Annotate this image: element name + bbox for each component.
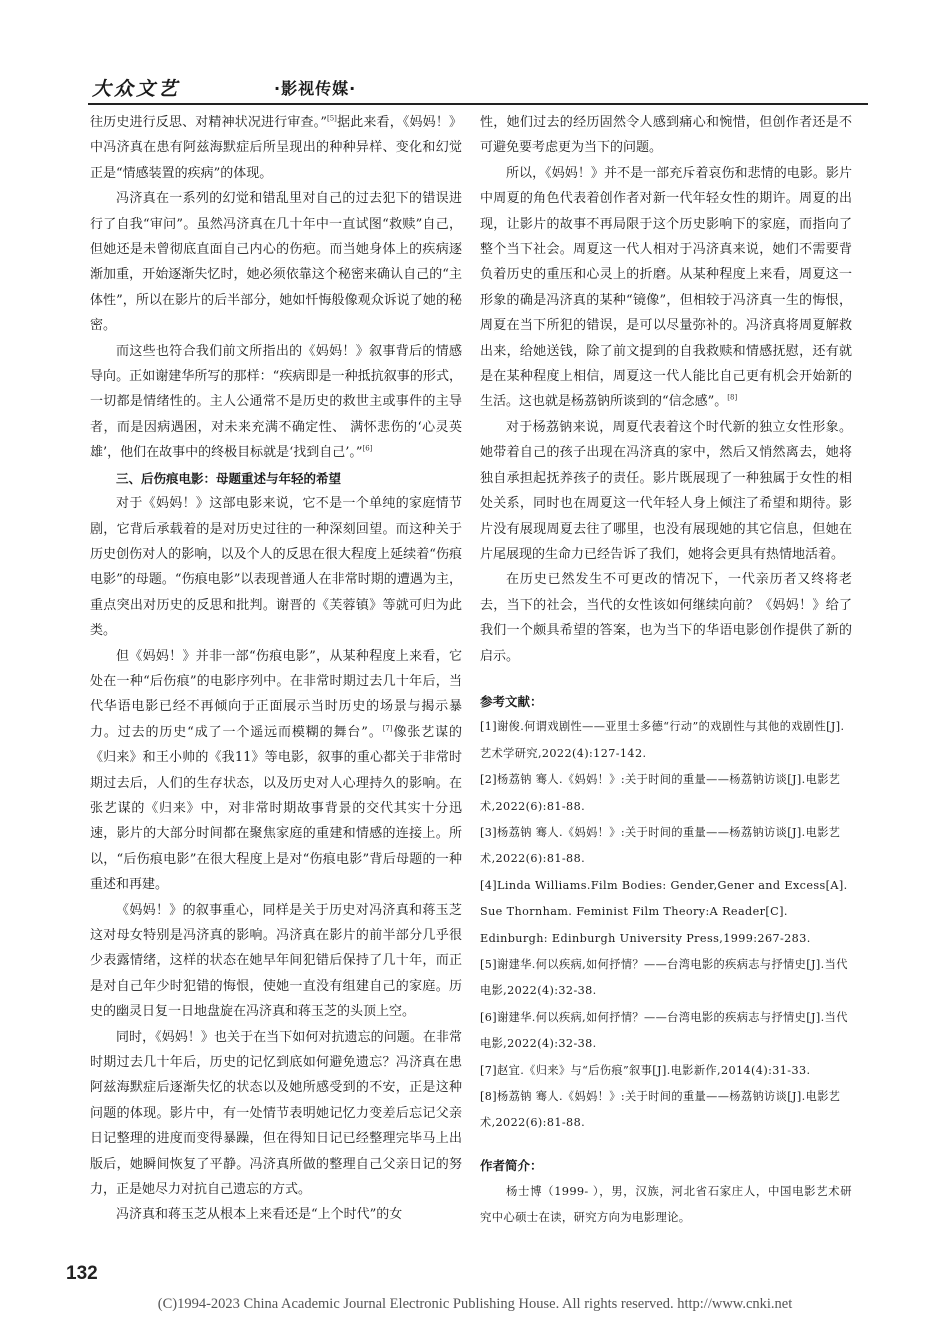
- text-run: 据此来看，《妈妈！》中冯济真在患有阿兹海默症后所呈现出的种种异样、变化和幻觉正是“情感装置的疾病”的体现。: [90, 115, 462, 181]
- reference-item: [6]谢建华.何以疾病,如何抒情？——台湾电影的疾病志与抒情史[J].当代电影,2022(4):32-38.: [480, 1010, 848, 1051]
- paragraph: 对于《妈妈！》这部电影来说，它不是一个单纯的家庭情节剧，它背后承载着的是对历史过往的一种深刻回望。而这种关于历史创伤对人的影响，以及个人的反思在很大程度上延续着“伤痕电影”的母题。“伤痕电影”以表现普通人在非常时期的遭遇为主，重点突出对历史的反思和批判。谢晋的《芙蓉镇》等就可归为此类。: [90, 496, 462, 639]
- running-header: [88, 74, 868, 104]
- section-heading: 三、后伤痕电影：母题重述与年轻的希望: [116, 470, 342, 486]
- paragraph: 冯济真和蒋玉芝从根本上来看还是“上个时代”的女: [116, 1207, 403, 1223]
- spacer: [480, 1137, 852, 1147]
- author-title: 作者简介：: [480, 1157, 543, 1173]
- paragraph: 《妈妈！》的叙事重心，同样是关于历史对冯济真和蒋玉芝这对母女特别是冯济真的影响。冯济真在影片的前半部分几乎很少表露情绪，这样的状态在她早年间犯错后保持了几十年，而正是对自己年少时犯错的悔恨，使她一直没有组建自己的家庭。历史的幽灵日复一日地盘旋在冯济真和蒋玉芝的头顶上空。: [90, 902, 462, 1020]
- author-bio: 杨士博（1999- ），男，汉族，河北省石家庄人，中国电影艺术研究中心硕士在读，研究方向为电影理论。: [480, 1184, 852, 1225]
- paragraph: [90, 110, 462, 186]
- reference-item: [8]杨荔钠 骞人.《妈妈！》:关于时间的重量——杨荔钠访谈[J].电影艺术,2022(6):81-88.: [480, 1090, 841, 1130]
- reference-item: [2]杨荔钠 骞人.《妈妈！》:关于时间的重量——杨荔钠访谈[J].电影艺术,2022(6):81-88.: [480, 773, 841, 813]
- reference-item: [7]赵宜.《归来》与“后伤痕”叙事[J].电影新作,2014(4):31-33.: [480, 1063, 811, 1077]
- paragraph: [90, 339, 462, 466]
- paragraph: [480, 161, 852, 415]
- paragraph: 对于杨荔钠来说，周夏代表着这个时代新的独立女性形象。她带着自己的孩子出现在冯济真的家中，然后又悄然离去，她将独自承担起抚养孩子的责任。影片既展现了一种独属于女性的相处关系，同时也在周夏这一代年轻人身上倾注了希望和期待。影片没有展现周夏去往了哪里，也没有展现她的其它信息，但她在片尾展现的生命力已经告诉了我们，她将会更具有热情地活着。: [480, 419, 852, 562]
- page-number: 132: [66, 1263, 98, 1284]
- reference-item: [4]Linda Williams.Film Bodies: Gender,Gener and Excess[A]. Sue Thornham. Feminist Film Theory:A Reader[C]. Edinburgh: Edinburgh University Press,1999:267-283.: [480, 878, 848, 945]
- spacer: [480, 669, 852, 683]
- text-run: 像张艺谋的《归来》和王小帅的《我11》等电影，叙事的重心都关于非常时期过去后，人们的生存状态，以及历史对人心理持久的影响。在张艺谋的《归来》中，对非常时期故事背景的交代其实十分迅速，影片的大部分时间都在聚焦家庭的重建和情感的连接上。所以，“后伤痕电影”在很大程度上是对“伤痕电影”背后母题的一种重述和再建。: [90, 724, 462, 893]
- text-run: 而这些也符合我们前文所指出的《妈妈！》叙事背后的情感导向。正如谢建华所写的那样：“疾病即是一种抵抗叙事的形式， 一切都是情绪性的。主人公通常不是历史的救世主或事件的主导者，而是因病遇困，对未来充满不确定性、 满怀悲伤的‘心灵英雄’，他们在故事中的终极目标就是‘找到自己’。”: [90, 343, 462, 461]
- left-column: [90, 110, 462, 1228]
- footnote-ref: [7]: [382, 724, 393, 733]
- reference-item: [1]谢俊.何谓戏剧性——亚里士多德“行动”的戏剧性与其他的戏剧性[J].艺术学研究,2022(4):127-142.: [480, 720, 845, 760]
- reference-item: [5]谢建华.何以疾病,如何抒情？——台湾电影的疾病志与抒情史[J].当代电影,2022(4):32-38.: [480, 958, 848, 998]
- paragraph: [90, 644, 462, 898]
- footnote-ref: [5]: [326, 114, 337, 123]
- paragraph: 冯济真在一系列的幻觉和错乱里对自己的过去犯下的错误进行了自我“审问”。虽然冯济真在几十年中一直试图“救赎”自己，但她还是未曾彻底直面自己内心的伤疤。而当她身体上的疾病逐渐加重，开始逐渐失忆时，她必须依靠这个秘密来确认自己的“主体性”，所以在影片的后半部分，她如忏悔般像观众诉说了她的秘密。: [90, 191, 462, 334]
- paragraph: 同时，《妈妈！》也关于在当下如何对抗遗忘的问题。在非常时期过去几十年后，历史的记忆到底如何避免遗忘？冯济真在患阿兹海默症后逐渐失忆的状态以及她所感受到的不安，正是这种问题的体现。影片中，有一处情节表明她记忆力变差后忘记父亲日记整理的进度而变得暴躁，但在得知日记已经整理完毕马上出版后，她瞬间恢复了平静。冯济真所做的整理自己父亲日记的努力，正是她尽力对抗自己遗忘的方式。: [90, 1029, 462, 1198]
- references-title: 参考文献：: [480, 693, 543, 709]
- header-rule: [88, 103, 868, 105]
- footnote-ref: [8]: [727, 394, 738, 403]
- right-column: [480, 110, 852, 1230]
- text-run: 所以，《妈妈！》并不是一部充斥着哀伤和悲情的电影。影片中周夏的角色代表着创作者对新一代年轻女性的期许。周夏的出现，让影片的故事不再局限于这个历史影响下的家庭，而指向了整个当下社会。周夏这一代人相对于冯济真来说，她们不需要背负着历史的重压和心灵上的折磨。从某种程度上来看，周夏这一形象的确是冯济真的某种“镜像”，但相较于冯济真一生的悔恨，周夏在当下所犯的错误，是可以尽量弥补的。冯济真将周夏解救出来，给她送钱，除了前文提到的自我救赎和情感抚慰，还有就是在某种程度上相信，周夏这一代人能比自己更有机会开始新的生活。这也就是杨荔钠所谈到的“信念感”。: [480, 165, 852, 410]
- journal-name: 大众文艺: [92, 78, 181, 100]
- section-name: ·影视传媒·: [274, 79, 357, 98]
- footnote-ref: [6]: [362, 444, 373, 453]
- reference-item: [3]杨荔钠 骞人.《妈妈！》:关于时间的重量——杨荔钠访谈[J].电影艺术,2022(6):81-88.: [480, 825, 841, 866]
- text-run: 但《妈妈！》并非一部“伤痕电影”，从某种程度上来看，它处在一种“后伤痕”的电影序列中。在非常时期过去几十年后，当代华语电影已经不再倾向于正面展示当时历史的场景与揭示暴力。过去的历史“成了一个遥远而模糊的舞台”。: [90, 648, 462, 740]
- text-run: 往历史进行反思、对精神状况进行审查。”: [90, 115, 327, 130]
- paragraph: 性，她们过去的经历固然令人感到痛心和惋惜，但创作者还是不可避免要考虑更为当下的问题。: [480, 115, 852, 156]
- paragraph: 在历史已然发生不可更改的情况下，一代亲历者又终将老去，当下的社会，当代的女性该如何继续向前？《妈妈！》给了我们一个颇具希望的答案，也为当下的华语电影创作提供了新的启示。: [480, 572, 852, 664]
- copyright-footer: (C)1994-2023 China Academic Journal Electronic Publishing House. All rights reserved. http://www.cnki.net: [157, 1296, 793, 1312]
